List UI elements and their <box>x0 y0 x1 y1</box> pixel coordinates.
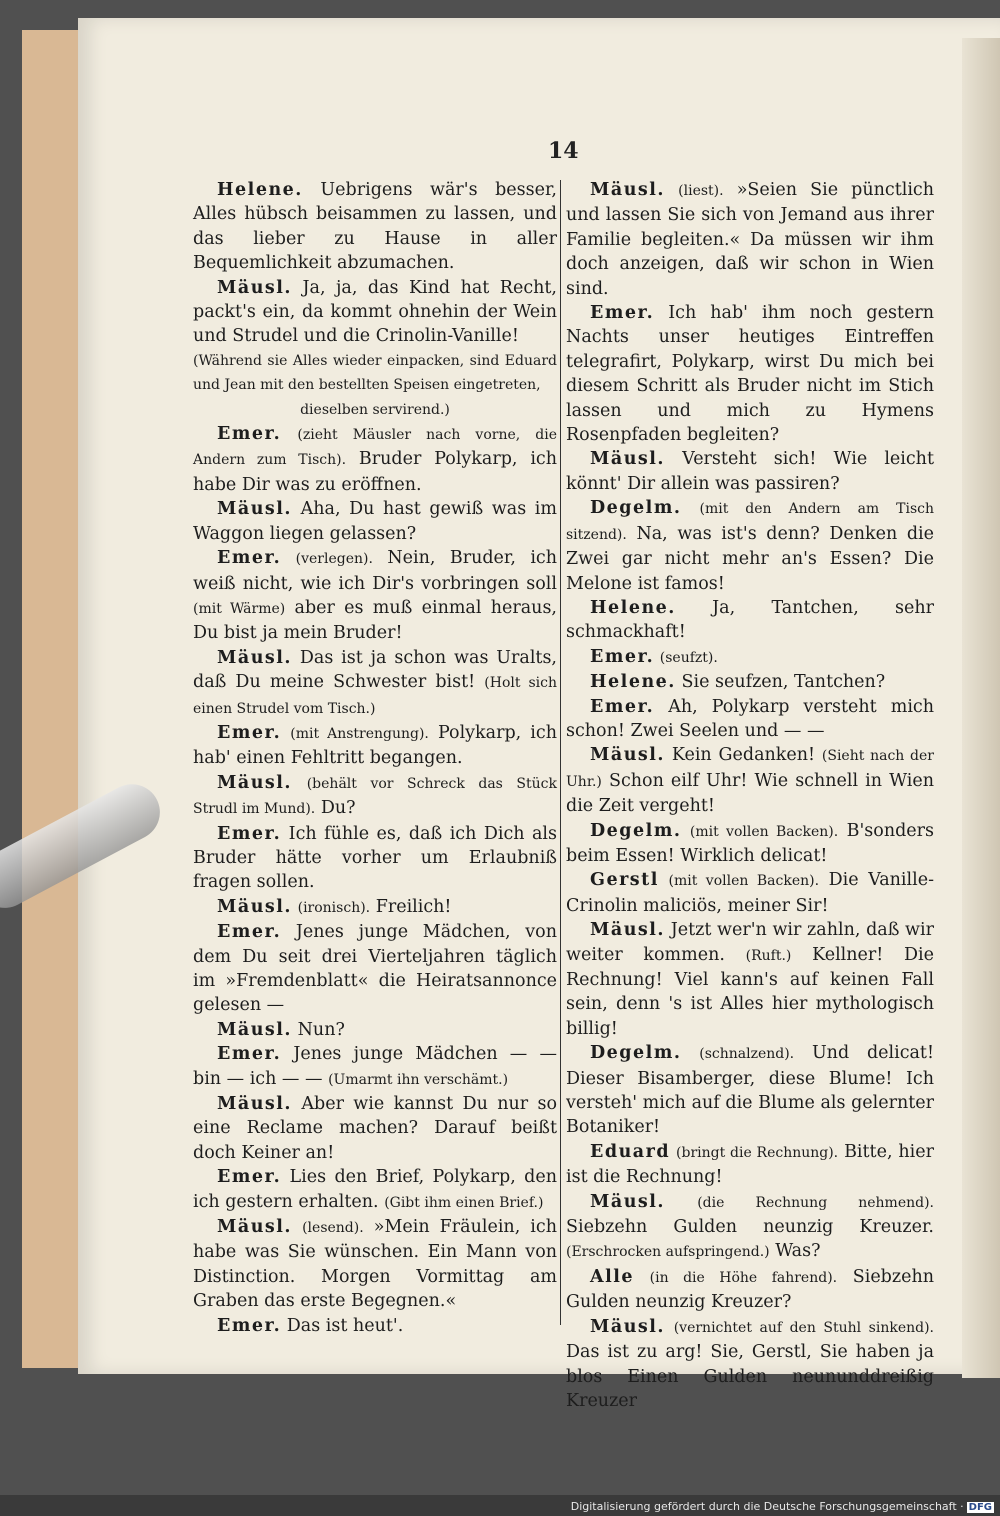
dialogue-text: Ich hab' ihm noch gestern Nachts unser heutiges Eintreffen telegrafirt, Polykarp, wirst Du mich bei diesem Schritt als Bruder nicht im Stich lassen und mich zu Hymens Rosenpfaden begleiten? <box>566 303 934 446</box>
dialogue-text: Uebrigens wär's besser, Alles hübsch beisammen zu lassen, und das lieber zu Hause in aller Bequemlichkeit abzumachen. <box>193 180 557 274</box>
dialogue-line <box>566 1140 934 1190</box>
speaker-name: Emer. <box>217 1315 282 1336</box>
column-divider <box>560 180 561 1325</box>
dialogue-text: »Seien Sie pünctlich und lassen Sie sich von Jemand aus ihrer Familie begleiten.« Da müssen wir ihm doch anzeigen, daß wir schon in Wien sind. <box>566 180 934 299</box>
dialogue-line <box>566 743 934 818</box>
stage-direction: (lesend). <box>302 1220 364 1237</box>
dialogue-text: Siebzehn Gulden neunzig Kreuzer. <box>566 1217 934 1238</box>
speaker-name: Helene. <box>217 180 303 200</box>
stage-direction: (seufzt). <box>659 649 718 666</box>
speaker-name: Alle <box>590 1266 635 1287</box>
speaker-name: Mäusl. <box>217 647 293 668</box>
stage-direction: (mit vollen Backen). <box>689 823 839 840</box>
dialogue-text: Versteht sich! Wie leicht könnt' Dir allein was passiren? <box>566 449 934 494</box>
footer-credit-text: Digitalisierung gefördert durch die Deutsche Forschungsgemeinschaft · <box>570 1500 964 1513</box>
dialogue-text: Jenes junge Mädchen — — bin — ich — — <box>193 1044 557 1089</box>
dialogue-line <box>566 819 934 869</box>
stage-direction <box>193 349 557 398</box>
dialogue-line <box>193 1165 557 1215</box>
speaker-name: Degelm. <box>590 1043 682 1064</box>
stage-direction: (bringt die Rechnung). <box>676 1144 839 1161</box>
stage-direction: (Holt sich einen Strudel vom Tisch.) <box>193 675 557 717</box>
page-number: 14 <box>548 138 579 164</box>
dialogue-text: Das ist ja schon was Uralts, daß Du meine Schwester bist! <box>193 647 557 693</box>
stage-direction: (Erschrocken aufspringend.) <box>566 1244 770 1261</box>
dialogue-line <box>566 645 934 670</box>
speaker-name: Degelm. <box>590 820 682 841</box>
dialogue-text: Lies den Brief, Polykarp, den ich gestern erhalten. <box>193 1167 557 1212</box>
stage-direction: (vernichtet auf den Stuhl sinkend). <box>673 1319 934 1336</box>
speaker-name: Degelm. <box>590 498 682 519</box>
stage-direction: (Umarmt ihn verschämt.) <box>328 1071 509 1088</box>
dialogue-line <box>193 1215 557 1314</box>
dialogue-text: Schon eilf Uhr! Wie schnell in Wien die Zeit vergeht! <box>566 770 934 817</box>
speaker-name: Helene. <box>590 597 676 618</box>
dialogue-text: Die Vanille-Crinolin maliciös, meiner Sir! <box>566 870 934 916</box>
stage-direction: (liest). <box>678 183 724 199</box>
dialogue-text: Ja, Tantchen, sehr schmackhaft! <box>566 597 934 643</box>
speaker-name: Gerstl <box>590 870 659 891</box>
stage-direction: (Gibt ihm einen Brief.) <box>384 1194 544 1211</box>
dialogue-line <box>193 822 557 895</box>
footer-credit <box>571 1500 994 1513</box>
dialogue-line <box>566 918 934 1041</box>
dialogue-line <box>566 1315 934 1414</box>
dialogue-text: »Mein Fräulein, ich habe was Sie wünschen. Ein Mann von Distinction. Morgen Vormittag am Graben das erste Begegnen.« <box>193 1217 557 1312</box>
stage-direction-end <box>193 398 557 422</box>
speaker-name: Emer. <box>590 646 655 667</box>
stage-direction: (mit Wärme) <box>193 600 286 617</box>
stage-text: (Während sie Alles wieder einpacken, sind Eduard und Jean mit den bestellten Speisen eingetreten, <box>193 352 557 394</box>
stage-direction: (Ruft.) <box>745 947 792 964</box>
stage-direction: (schnalzend). <box>699 1046 795 1063</box>
left-column <box>193 178 557 1338</box>
dialogue-text: Siebzehn Gulden neunzig Kreuzer? <box>566 1266 934 1313</box>
dialogue-text: Was? <box>775 1241 821 1262</box>
dialogue-text: Kein Gedanken! <box>671 745 816 766</box>
dialogue-line <box>193 422 557 497</box>
dialogue-line <box>566 596 934 645</box>
dialogue-text: Ich fühle es, daß ich Dich als Bruder hätte vorher um Erlaubniß fragen sollen. <box>193 823 557 893</box>
dialogue-text: Und delicat! Dieser Bisamberger, diese Blume! Ich versteh' mich auf die Blume als gelernter Botaniker! <box>566 1043 934 1138</box>
speaker-name: Emer. <box>217 1044 282 1065</box>
dialogue-text: Ja, ja, das Kind hat Recht, packt's ein, da kommt ohnehin der Wein und Strudel und die Crinolin-Vanille! <box>193 277 557 347</box>
dialogue-line <box>193 721 557 771</box>
dialogue-line <box>193 546 557 646</box>
dialogue-text: Jetzt wer'n wir zahln, daß wir weiter kommen. <box>566 920 934 965</box>
speaker-name: Mäusl. <box>217 896 293 917</box>
dialogue-line <box>566 301 934 447</box>
speaker-name: Emer. <box>590 696 655 717</box>
stage-direction: (ironisch). <box>297 899 371 916</box>
stage-direction: (Sieht nach der Uhr.) <box>566 748 934 790</box>
dialogue-text: B'sonders beim Essen! Wirklich delicat! <box>566 820 934 866</box>
dialogue-text: Nein, Bruder, ich weiß nicht, wie ich Dir's vorbringen soll <box>193 548 557 594</box>
stage-text: dieselben servirend.) <box>300 401 450 418</box>
stage-direction: (mit Anstrengung). <box>290 725 429 742</box>
speaker-name: Emer. <box>217 823 282 844</box>
speaker-name: Emer. <box>217 1167 282 1188</box>
speaker-name: Eduard <box>590 1141 671 1162</box>
dialogue-line <box>193 497 557 546</box>
stage-direction: (behält vor Schreck das Stück Strudl im Mund). <box>193 775 557 818</box>
speaker-name: Emer. <box>217 922 282 943</box>
dialogue-line <box>566 496 934 596</box>
dialogue-line <box>566 1041 934 1140</box>
speaker-name: Helene. <box>590 672 676 693</box>
speaker-name: Mäusl. <box>590 449 666 470</box>
dialogue-line <box>193 895 557 920</box>
speaker-name: Mäusl. <box>590 1316 666 1337</box>
dialogue-line <box>193 1092 557 1165</box>
dfg-logo: DFG <box>968 1502 992 1513</box>
dialogue-line <box>193 276 557 349</box>
dialogue-text: Sie seufzen, Tantchen? <box>681 672 886 693</box>
speaker-name: Mäusl. <box>217 772 293 793</box>
dialogue-line <box>566 447 934 496</box>
dialogue-line <box>566 868 934 918</box>
speaker-name: Emer. <box>590 303 655 324</box>
dialogue-line <box>193 178 557 276</box>
speaker-name: Mäusl. <box>590 180 666 200</box>
speaker-name: Mäusl. <box>217 1217 293 1238</box>
speaker-name: Mäusl. <box>590 920 666 941</box>
stage-direction: (zieht Mäusler nach vorne, die Andern zum Tisch). <box>193 427 557 469</box>
dialogue-line <box>566 695 934 744</box>
dialogue-text: Freilich! <box>375 896 452 917</box>
stage-direction: (die Rechnung nehmend). <box>697 1194 934 1211</box>
dialogue-line <box>193 1042 557 1092</box>
dialogue-line <box>193 1314 557 1338</box>
dialogue-text: Polykarp, ich hab' einen Fehltritt begangen. <box>193 722 557 769</box>
dialogue-text: Du? <box>320 798 356 819</box>
speaker-name: Mäusl. <box>217 1094 293 1115</box>
dialogue-text: Aha, Du hast gewiß was im Waggon liegen gelassen? <box>193 499 557 544</box>
dialogue-text: aber es muß einmal heraus, Du bist ja mein Bruder! <box>193 597 557 644</box>
stage-direction: (mit vollen Backen). <box>668 873 820 890</box>
dialogue-line <box>193 771 557 822</box>
dialogue-text: Nun? <box>297 1019 345 1040</box>
dialogue-text: Das ist heut'. <box>286 1315 404 1336</box>
page-curl-edge <box>962 38 1000 1378</box>
speaker-name: Mäusl. <box>590 1191 666 1212</box>
dialogue-line <box>193 1018 557 1042</box>
dialogue-text: Kellner! Die Rechnung! Viel kann's auf keinen Fall sein, denn 's ist Alles hier mythologisch billig! <box>566 944 934 1039</box>
dialogue-text: Na, was ist's denn? Denken die Zwei gar nicht mehr an's Essen? Die Melone ist famos! <box>566 523 934 594</box>
dialogue-line <box>193 646 557 721</box>
speaker-name: Mäusl. <box>217 1019 293 1040</box>
dialogue-line <box>566 1265 934 1315</box>
speaker-name: Mäusl. <box>217 277 293 298</box>
speaker-name: Mäusl. <box>590 745 666 766</box>
dialogue-line <box>193 920 557 1018</box>
stage-direction: (in die Höhe fahrend). <box>649 1269 838 1286</box>
dialogue-text: Jenes junge Mädchen, von dem Du seit drei Vierteljahren täglich im »Fremdenblatt« die Heiratsannonce gelesen — <box>193 922 557 1016</box>
dialogue-text: Aber wie kannst Du nur so eine Reclame machen? Darauf beißt doch Keiner an! <box>193 1094 557 1163</box>
stage-direction: (verlegen). <box>295 551 373 568</box>
dialogue-line <box>566 178 934 301</box>
right-column <box>566 178 934 1413</box>
dialogue-line <box>566 1190 934 1265</box>
dialogue-text: Bitte, hier ist die Rechnung! <box>566 1141 934 1188</box>
dialogue-text: Ah, Polykarp versteht mich schon! Zwei Seelen und — — <box>566 696 934 741</box>
speaker-name: Emer. <box>217 722 282 743</box>
speaker-name: Emer. <box>217 548 282 569</box>
speaker-name: Mäusl. <box>217 499 293 520</box>
dialogue-text: Bruder Polykarp, ich habe Dir was zu eröffnen. <box>193 449 558 495</box>
speaker-name: Emer. <box>217 424 282 445</box>
stage-direction: (mit den Andern am Tisch sitzend). <box>566 501 934 543</box>
dialogue-text: Das ist zu arg! Sie, Gerstl, Sie haben ja blos Einen Gulden neununddreißig Kreuzer <box>566 1342 934 1411</box>
dialogue-line <box>566 670 934 694</box>
